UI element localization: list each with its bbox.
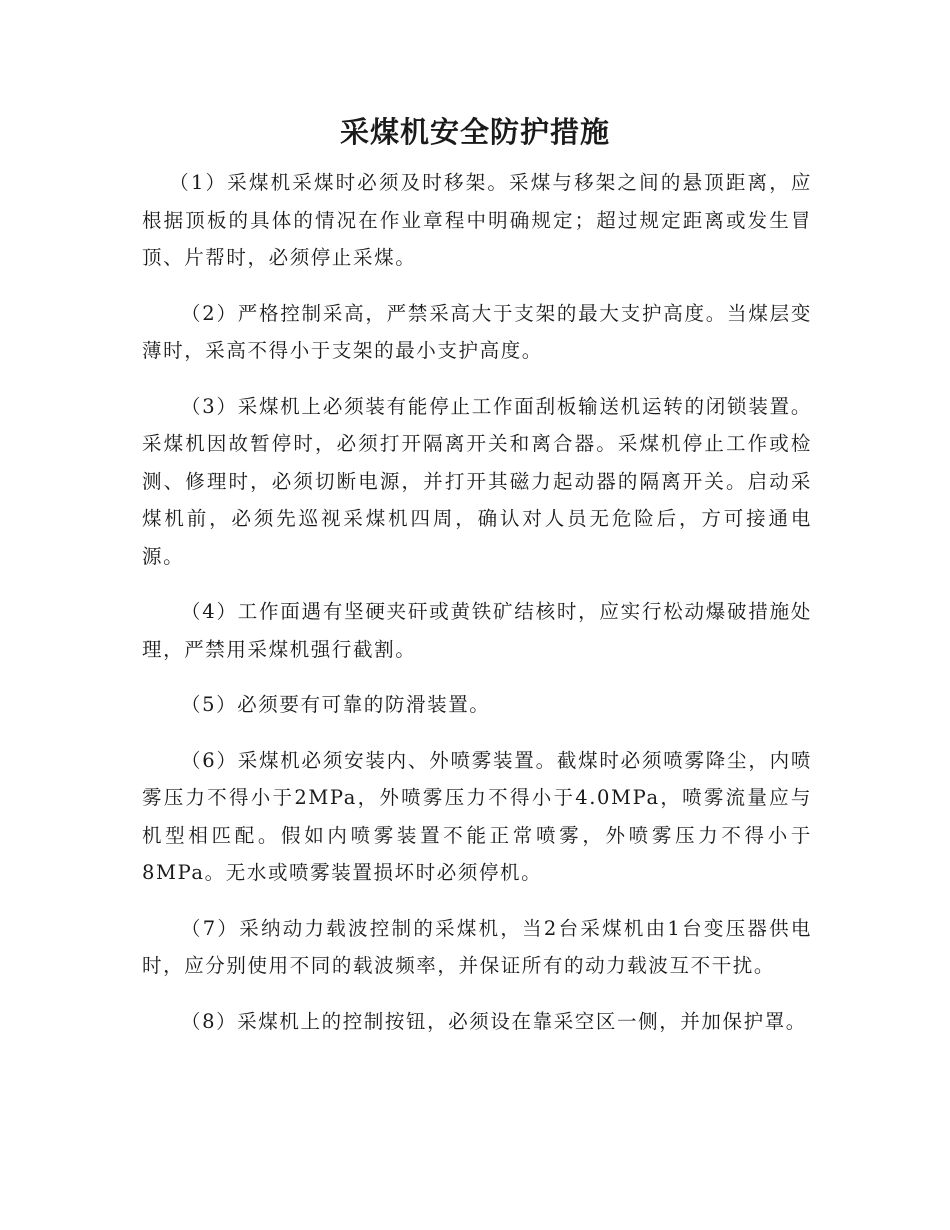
document-body: [142, 164, 812, 1058]
paragraph-5: （5）必须要有可靠的防滑装置。: [181, 693, 491, 716]
paragraph-8: （8）采煤机上的控制按钮，必须设在靠采空区一侧，并加保护罩。: [181, 1009, 807, 1033]
paragraph-6: （6）采煤机必须安装内、外喷雾装置。截煤时必须喷雾降尘，内喷雾压力不得小于2MPa，外喷雾压力不得小于4.0MPa，喷雾流量应与机型相匹配。假如内喷雾装置不能正常喷雾，外喷雾压力不得小于8MPa。无水或喷雾装置损坏时必须停机。: [142, 748, 812, 884]
paragraph-7: （7）采纳动力载波控制的采煤机，当2台采煤机由1台变压器供电时，应分别使用不同的载波频率，并保证所有的动力载波互不干扰。: [142, 916, 812, 977]
paragraph-4: （4）工作面遇有坚硬夹矸或黄铁矿结核时，应实行松动爆破措施处理，严禁用采煤机强行截割。: [142, 600, 812, 661]
paragraph-3: （3）采煤机上必须装有能停止工作面刮板输送机运转的闭锁装置。采煤机因故暂停时，必须打开隔离开关和离合器。采煤机停止工作或检测、修理时，必须切断电源，并打开其磁力起动器的隔离开关。启动采煤机前，必须先巡视采煤机四周，确认对人员无危险后，方可接通电源。: [142, 394, 812, 568]
paragraph-1: （1）采煤机采煤时必须及时移架。采煤与移架之间的悬顶距离，应根据顶板的具体的情况在作业章程中明确规定；超过规定距离或发生冒顶、片帮时，必须停止采煤。: [142, 171, 812, 269]
paragraph-2: （2）严格控制采高，严禁采高大于支架的最大支护高度。当煤层变薄时，采高不得小于支架的最小支护高度。: [142, 301, 812, 362]
document-title: 采煤机安全防护措施: [339, 115, 610, 149]
